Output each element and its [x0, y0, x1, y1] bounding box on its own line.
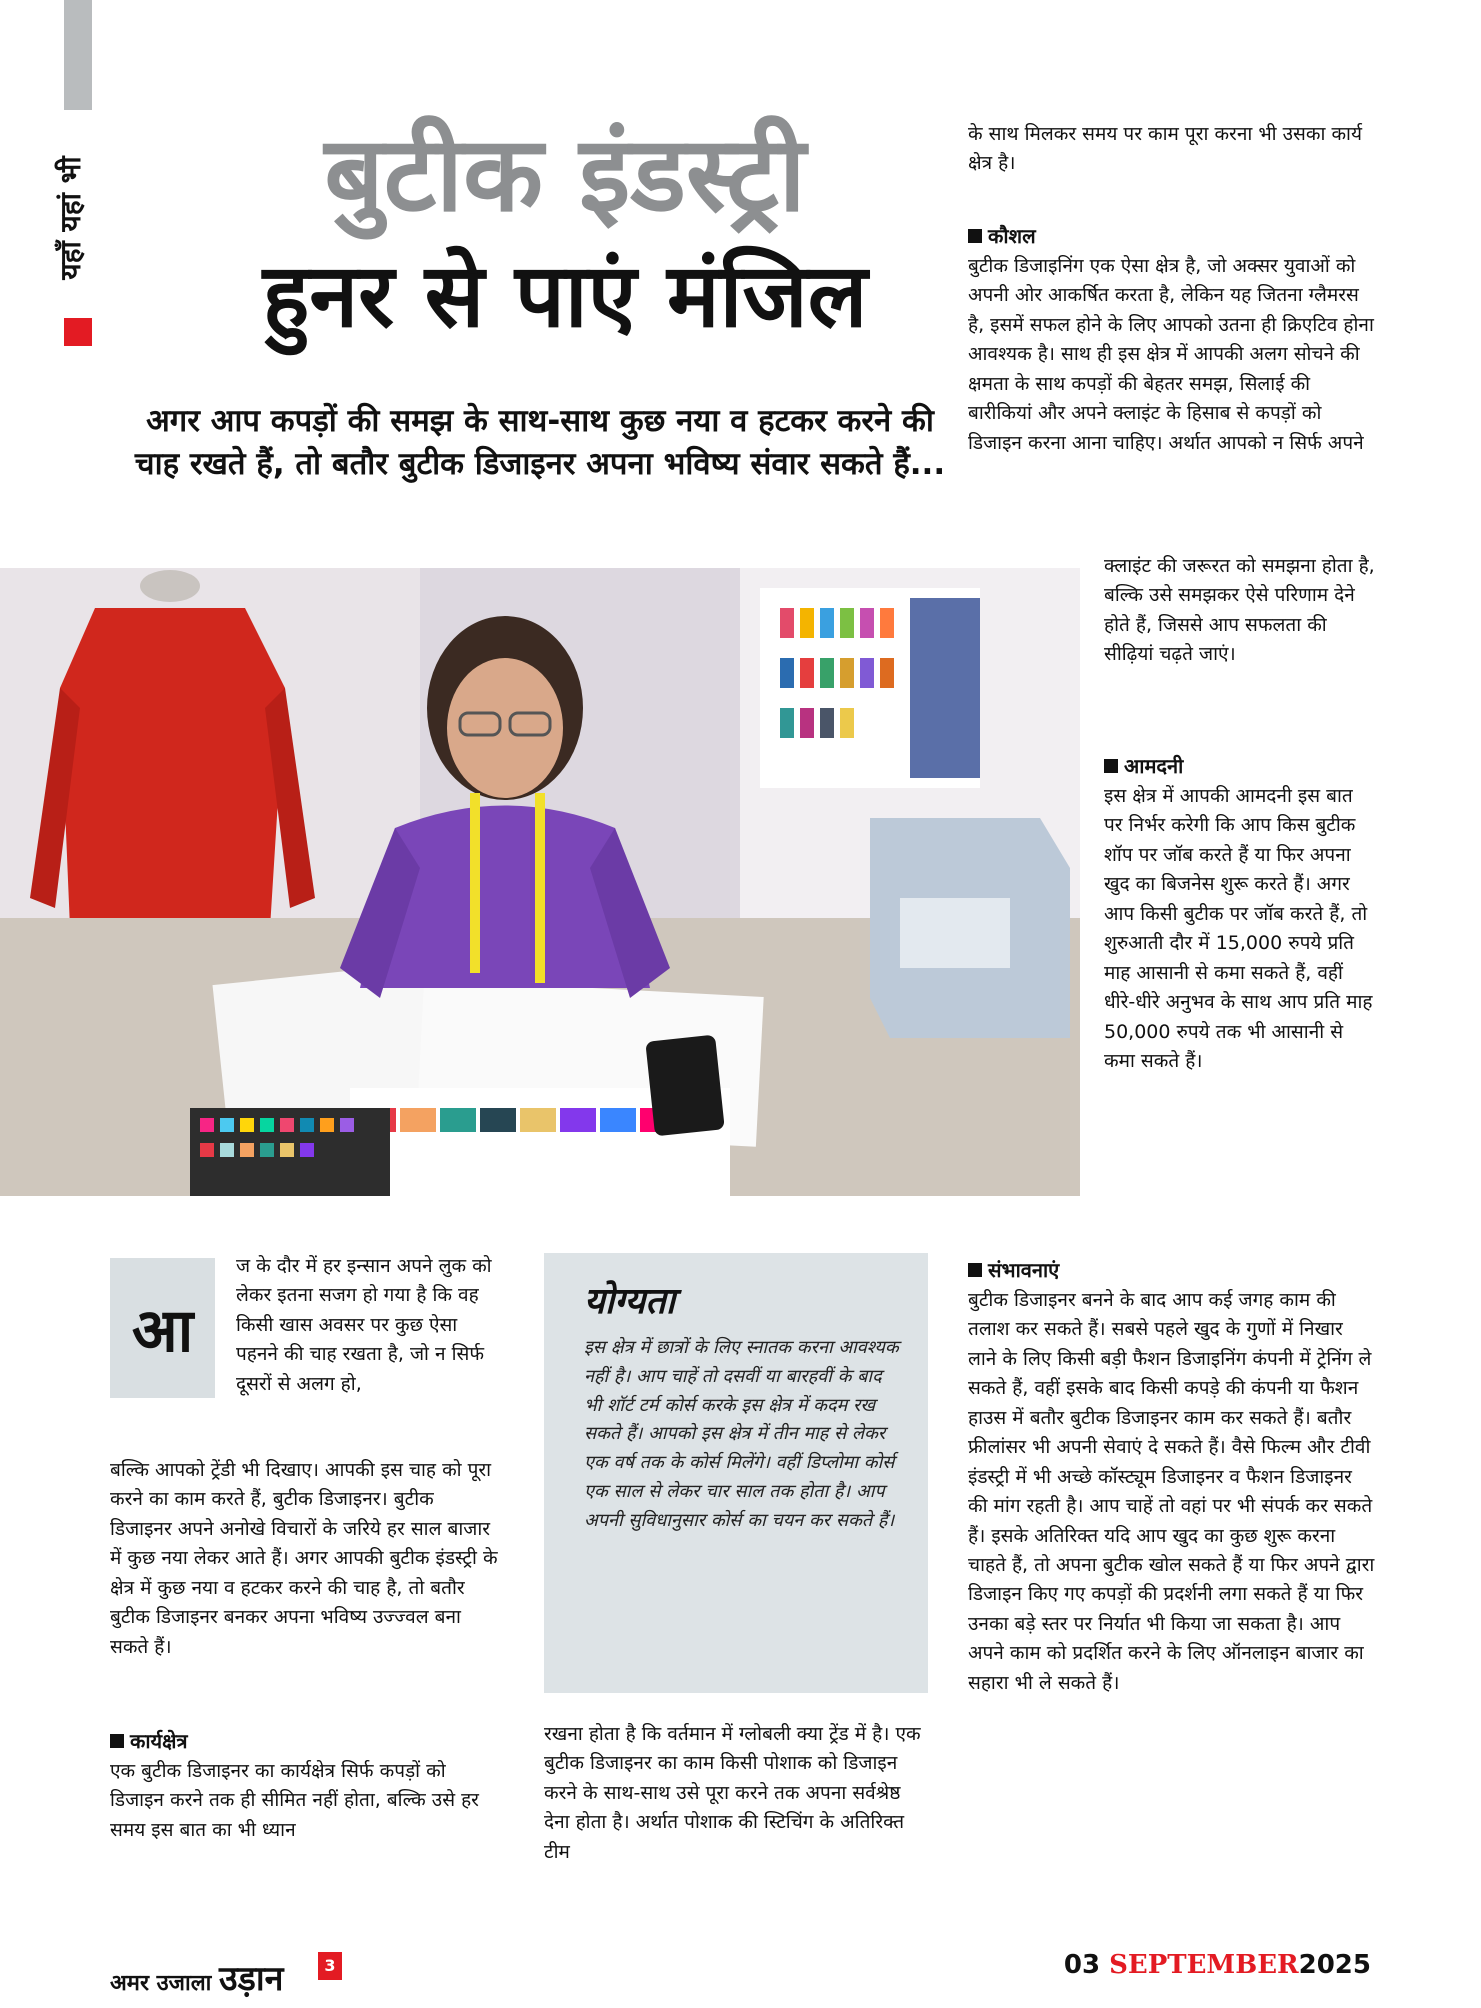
- intro-paragraph-rest: बल्कि आपको ट्रेंडी भी दिखाए। आपकी इस चाह को पूरा करने का काम करते हैं, बुटीक डिजाइनर। बुटीक डिजाइनर अपने अनोखे विचारों के जरिये हर साल बाजार में कुछ नया लेकर आते हैं। अगर आपकी बुटीक इंडस्ट्री के क्षेत्र में कुछ नया व हटकर करने की चाह है, तो बतौर बुटीक डिजाइनर बनकर अपना भविष्य उज्ज्वल बना सकते हैं।: [110, 1459, 498, 1658]
- side-section-label: यहाँ यहां भी: [54, 156, 87, 280]
- middle-column-text: रखना होता है कि वर्तमान में ग्लोबली क्या ट्रेंड में है। एक बुटीक डिजाइनर का काम किसी पोशाक को डिजाइन करने के साथ-साथ उसे पूरा करने तक अपना सर्वश्रेष्ठ देना होता है। अर्थात पोशाक की स्टिचिंग के अतिरिक्त टीम: [544, 1723, 921, 1863]
- kaushal-text: बुटीक डिजाइनिंग एक ऐसा क्षेत्र है, जो अक्सर युवाओं को अपनी ओर आकर्षित करता है, लेकिन यह जितना ग्लैमरस है, इसमें सफल होने के लिए आपको उतना ही क्रिएटिव होना आवश्यक है। साथ ही इस क्षेत्र में आपकी अलग सोचने की क्षमता के साथ कपड़ों की बेहतर समझ, सिलाई की बारीकियां और अपने क्लाइंट के हिसाब से कपड़ों को डिजाइन करना आना चाहिए। अर्थात आपको न सिर्फ अपने: [968, 255, 1374, 454]
- intro-paragraph-start: ज के दौर में हर इन्सान अपने लुक को लेकर इतना सजग हो गया है कि वह किसी खास अवसर पर कुछ ऐसा पहनने की चाह रखता है, जो न सिर्फ दूसरों से अलग हो,: [236, 1255, 492, 1395]
- yogyata-text: इस क्षेत्र में छात्रों के लिए स्नातक करना आवश्यक नहीं है। आप चाहें तो दसवीं या बारहवीं के बाद भी शॉर्ट टर्म कोर्स करके इस क्षेत्र में कदम रख सकते हैं। आपको इस क्षेत्र में तीन माह से लेकर एक वर्ष तक के कोर्स मिलेंगे। वहीं डिप्लोमा कोर्स एक साल से लेकर चार साल तक होता है। आप अपनी सुविधानुसार कोर्स का चयन कर सकते हैं।: [584, 1337, 899, 1531]
- headline-line1: बुटीक इंडस्ट्री: [324, 113, 806, 235]
- karyakshetra-heading: कार्यक्षेत्र: [110, 1727, 188, 1754]
- aamdani-heading: आमदनी: [1104, 752, 1183, 779]
- dropcap-letter: आ: [131, 1296, 194, 1366]
- aamdani-text: इस क्षेत्र में आपकी आमदनी इस बात पर निर्भर करेगी कि आप किस बुटीक शॉप पर जॉब करते हैं या फिर अपना खुद का बिजनेस शुरू करते हैं। अगर आप किसी बुटीक पर जॉब करते हैं, तो शुरुआती दौर में 15,000 रुपये प्रति माह आसानी से कमा सकते हैं, वहीं धीरे-धीरे अनुभव के साथ आप प्रति माह 50,000 रुपये तक भी आसानी से कमा सकते हैं।: [1104, 785, 1373, 1072]
- yogyata-box: [544, 1253, 928, 1693]
- bullet-square-icon: [968, 229, 982, 243]
- kaushal-text-continued: क्लाइंट की जरूरत को समझना होता है, बल्कि उसे समझकर ऐसे परिणाम देने होते हैं, जिससे आप सफलता की सीढ़ियां चढ़ते जाएं।: [1104, 555, 1375, 666]
- kaushal-heading: कौशल: [968, 222, 1036, 249]
- dropcap-box: [110, 1258, 215, 1398]
- bullet-square-icon: [110, 1734, 124, 1748]
- bullet-square-icon: [1104, 759, 1118, 773]
- karyakshetra-text: एक बुटीक डिजाइनर का कार्यक्षेत्र सिर्फ कपड़ों को डिजाइन करने तक ही सीमित नहीं होता, बल्कि उसे हर समय इस बात का भी ध्यान: [110, 1760, 479, 1841]
- publication-logo: अमर उजाला उड़ान: [110, 1959, 284, 1999]
- side-red-square: [64, 318, 92, 346]
- intro-deck: अगर आप कपड़ों की समझ के साथ-साथ कुछ नया व हटकर करने की चाह रखते हैं, तो बतौर बुटीक डिजाइनर अपना भविष्य संवार सकते हैं...: [134, 403, 946, 482]
- right-top-continuation: के साथ मिलकर समय पर काम पूरा करना भी उसका कार्य क्षेत्र है।: [968, 123, 1362, 175]
- issue-date: 03 SEPTEMBER2025: [1063, 1950, 1371, 1980]
- sambhavnaen-heading: संभावनाएं: [968, 1256, 1059, 1283]
- sambhavnaen-text: बुटीक डिजाइनर बनने के बाद आप कई जगह काम की तलाश कर सकते हैं। सबसे पहले खुद के गुणों में निखार लाने के लिए किसी बड़ी फैशन डिजाइनिंग कंपनी में ट्रेनिंग ले सकते हैं, वहीं इसके बाद किसी कपड़े की कंपनी या फैशन हाउस में बतौर बुटीक डिजाइनर काम कर सकते हैं। बतौर फ्रीलांसर भी अपनी सेवाएं दे सकते हैं। वैसे फिल्म और टीवी इंडस्ट्री में भी अच्छे कॉस्ट्यूम डिजाइनर व फैशन डिजाइनर की मांग रहती है। आप चाहें तो वहां पर भी संपर्क कर सकते हैं। इसके अतिरिक्त यदि आप खुद का कुछ शुरू करना चाहते हैं, तो अपना बुटीक खोल सकते हैं या फिर अपने द्वारा डिजाइन किए गए कपड़ों की प्रदर्शनी लगा सकते हैं या फिर उनका बड़े स्तर पर निर्यात भी किया जा सकता है। आप अपने काम को प्रदर्शित करने के लिए ऑनलाइन बाजार का सहारा भी ले सकते हैं।: [968, 1289, 1375, 1694]
- yogyata-title: योग्यता: [584, 1281, 676, 1322]
- page-number: 3: [318, 1952, 342, 1980]
- bullet-square-icon: [968, 1263, 982, 1277]
- side-grey-bar: [64, 0, 92, 110]
- designer-photo: [0, 568, 1080, 1196]
- headline-line2: हुनर से पाएं मंजिल: [262, 244, 868, 347]
